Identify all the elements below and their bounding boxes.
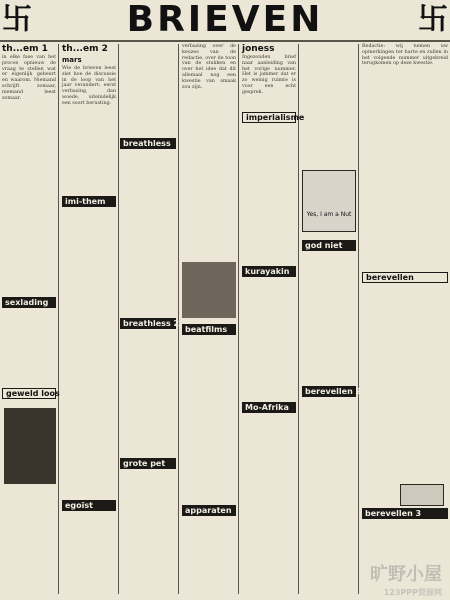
column-text: Wie de brieven leest ziet hoe de discussie in de loop van het jaar verandert: eerst verbazing, dan woede, uiteindelijk een soort berusting. xyxy=(62,66,116,106)
section-head-geweld-loos: geweld loos xyxy=(2,388,56,399)
column-heading: th...em 2 xyxy=(62,44,108,54)
photo-portrait xyxy=(4,408,56,484)
section-head-berevellen-2: berevellen 2 xyxy=(302,386,356,397)
column-rule xyxy=(118,44,119,594)
column-text: Ingezonden brief naar aanleiding van het vorige nummer. Het is jammer dat er zo weinig ruimte is voor een echt gesprek. xyxy=(242,55,296,95)
column-rule xyxy=(358,44,359,594)
section-head-grote-pet: grote pet xyxy=(120,458,176,469)
masthead-right-ornament: 卐 xyxy=(418,2,448,37)
section-head-berevellen: berevellen xyxy=(362,272,448,283)
column-rule xyxy=(238,44,239,594)
column-rule xyxy=(298,44,299,594)
section-head-mo-afrika: Mo-Afrika xyxy=(242,402,296,413)
photo-nut-poster xyxy=(302,170,356,232)
section-head-berevellen-3: berevellen 3 xyxy=(362,508,448,519)
column-text: verbazing over de keuzes van de redactie, over de toon van de stukken en over het idee dat dit allemaal nog een kwestie van smaak zou zijn. xyxy=(182,44,236,90)
section-head-egoist: egoïst xyxy=(62,500,116,511)
section-head-sexlading: sexlading xyxy=(2,297,56,308)
column-heading: th...em 1 xyxy=(2,44,48,54)
masthead xyxy=(0,0,450,40)
section-head-imi-them: imi-them xyxy=(62,196,116,207)
column-4 xyxy=(242,44,296,592)
section-head-beatfilms: beatfilms xyxy=(182,324,236,335)
small-stamp-image xyxy=(400,484,444,506)
section-head-god-niet: god niet xyxy=(302,240,356,251)
column-heading: joness xyxy=(242,44,275,54)
column-text: in elke fase van het proces opnieuw de vraag te stellen wat er eigenlijk gebeurt en waarom. Niemand schrijft zomaar, niemand leest zomaar. xyxy=(2,55,56,101)
photo-building xyxy=(182,262,236,318)
column-subheading: mars xyxy=(62,56,82,64)
masthead-title: BRIEVEN xyxy=(126,0,324,40)
masthead-rule xyxy=(0,40,450,42)
column-text: Redactie: wij nemen uw opmerkingen ter harte en zullen in het volgende nummer uitgebreid terugkomen op deze kwestie. xyxy=(362,44,448,67)
section-head-breathless-2: breathless 2 xyxy=(120,318,176,329)
column-1 xyxy=(2,44,56,592)
section-head-apparaten: apparaten xyxy=(182,505,236,516)
section-head-imperialisme: imperialisme xyxy=(242,112,296,123)
column-rule xyxy=(58,44,59,594)
masthead-left-ornament: 卐 xyxy=(2,2,32,37)
photo-caption: Yes, I am a Nut xyxy=(306,211,352,218)
watermark-url: 123PPP资源网 xyxy=(383,588,442,597)
watermark: 旷野小屋 xyxy=(370,564,442,585)
section-head-breathless: breathless xyxy=(120,138,176,149)
section-head-kurayakin: kurayakin xyxy=(242,266,296,277)
